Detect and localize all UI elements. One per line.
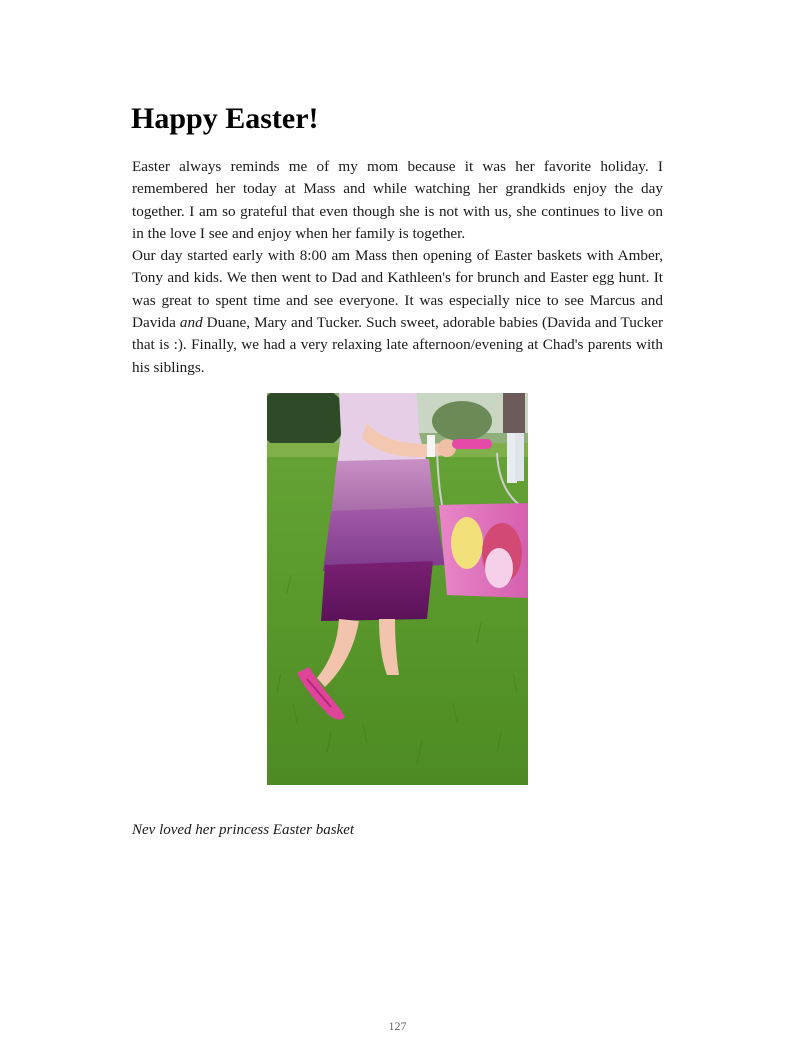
photo-caption: Nev loved her princess Easter basket <box>132 822 355 838</box>
paragraph-2 <box>132 245 663 379</box>
paragraph-2-part-1: Our day started early with 8:00 am Mass then opening of Easter baskets with Amber, Tony and kids. We then went to Dad and Kathleen's for brunch and Easter egg hunt. It was great to spent time and see everyone. It was especially nice to see Marcus and Davida <box>132 247 663 332</box>
page-title: Happy Easter! <box>131 102 319 135</box>
body-text <box>132 156 663 379</box>
easter-photo <box>267 393 528 785</box>
paragraph-1: Easter always reminds me of my mom because it was her favorite holiday. I remembered her today at Mass and while watching her grandkids enjoy the day together. I am so grateful that even though she is not with us, she continues to live on in the love I see and enjoy when her family is together. <box>132 158 663 242</box>
paragraph-2-emphasis: and <box>179 314 203 332</box>
page-number: 127 <box>388 1019 407 1033</box>
easter-photo-illustration <box>267 393 528 785</box>
paragraph-2-part-2: Duane, Mary and Tucker. Such sweet, adorable babies (Davida and Tucker that is :). Finally, we had a very relaxing late afternoon/evening at Chad's parents with his siblings. <box>132 314 663 376</box>
